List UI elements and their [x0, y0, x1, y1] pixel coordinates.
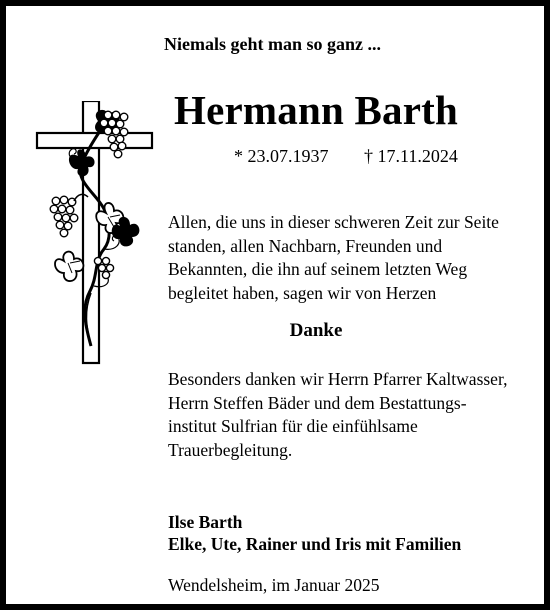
danke-heading: Danke [289, 320, 343, 341]
special-thanks-paragraph [168, 368, 548, 462]
thanks-paragraph [168, 211, 548, 305]
text-line: standen, allen Nachbarn, Freunden und [168, 235, 443, 256]
place-date: Wendelsheim, im Januar 2025 [168, 575, 380, 595]
text-line: institut Sulfrian für die einfühlsame [168, 416, 418, 436]
signature-line: Elke, Ute, Rainer und Iris mit Familien [168, 534, 462, 554]
motto-text: Niemals geht man so ganz ... [164, 34, 381, 54]
cross-with-grapevine-icon [34, 101, 164, 366]
text-line: Allen, die uns in dieser schweren Zeit zur Seite [168, 212, 499, 232]
deceased-name: Hermann Barth [174, 87, 458, 133]
text-line: begleitet haben, sagen wir von Herzen [168, 282, 437, 303]
death-date: † 17.11.2024 [364, 146, 458, 166]
text-line: Trauerbegleitung. [168, 439, 293, 460]
text-line: Besonders danken wir Herrn Pfarrer Kaltwasser, [168, 369, 508, 389]
text-line: Bekannten, die ihn auf seinem letzten Weg [168, 259, 468, 279]
signature-line: Ilse Barth [168, 512, 243, 532]
text-line: Herrn Steffen Bäder und dem Bestattungs- [168, 392, 467, 413]
birth-date: * 23.07.1937 [234, 146, 329, 166]
